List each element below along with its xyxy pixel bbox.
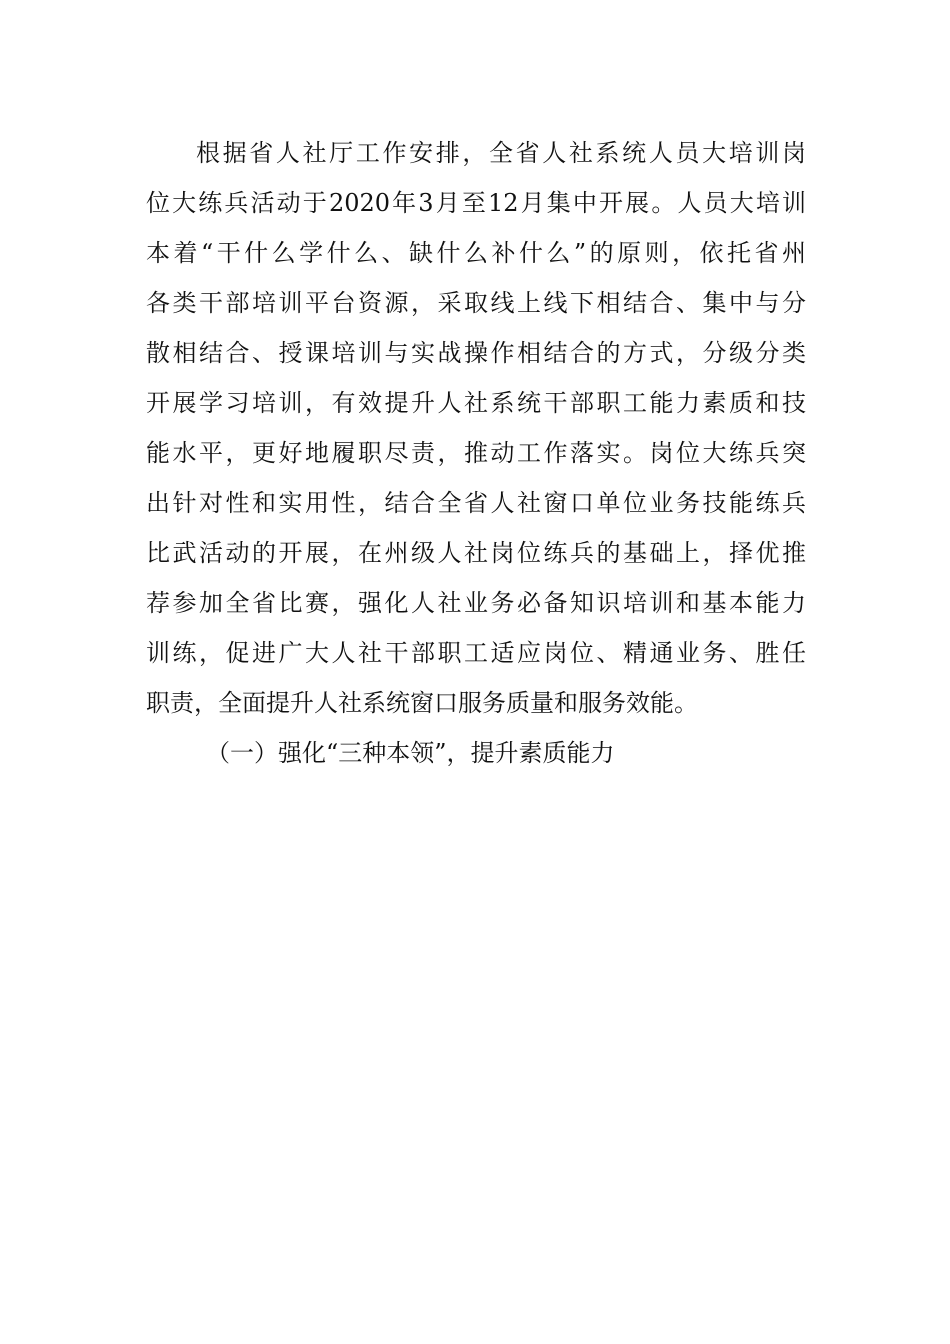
paragraph-line-3: 本着“干什么学什么、缺什么补什么”的原则，依托省州 (146, 239, 806, 267)
paragraph-line-6: 开展学习培训，有效提升人社系统干部职工能力素质和技 (146, 389, 806, 417)
paragraph-line-10: 荐参加全省比赛，强化人社业务必备知识培训和基本能力 (146, 589, 806, 617)
paragraph-line-5: 散相结合、授课培训与实战操作相结合的方式，分级分类 (146, 339, 806, 367)
paragraph-line-2: 位大练兵活动于2020年3月至12月集中开展。人员大培训 (146, 189, 806, 217)
paragraph-line-4: 各类干部培训平台资源，采取线上线下相结合、集中与分 (146, 289, 806, 317)
paragraph-line-1: 根据省人社厅工作安排，全省人社系统人员大培训岗 (196, 139, 806, 167)
paragraph-line-8: 出针对性和实用性，结合全省人社窗口单位业务技能练兵 (146, 489, 806, 517)
section-heading: （一）强化“三种本领”，提升素质能力 (206, 739, 615, 767)
paragraph-line-7: 能水平，更好地履职尽责，推动工作落实。岗位大练兵突 (146, 439, 806, 467)
paragraph-line-11: 训练，促进广大人社干部职工适应岗位、精通业务、胜任 (146, 639, 806, 667)
paragraph-line-9: 比武活动的开展，在州级人社岗位练兵的基础上，择优推 (146, 539, 806, 567)
paragraph-line-12: 职责，全面提升人社系统窗口服务质量和服务效能。 (146, 689, 698, 717)
document-body (146, 128, 806, 778)
